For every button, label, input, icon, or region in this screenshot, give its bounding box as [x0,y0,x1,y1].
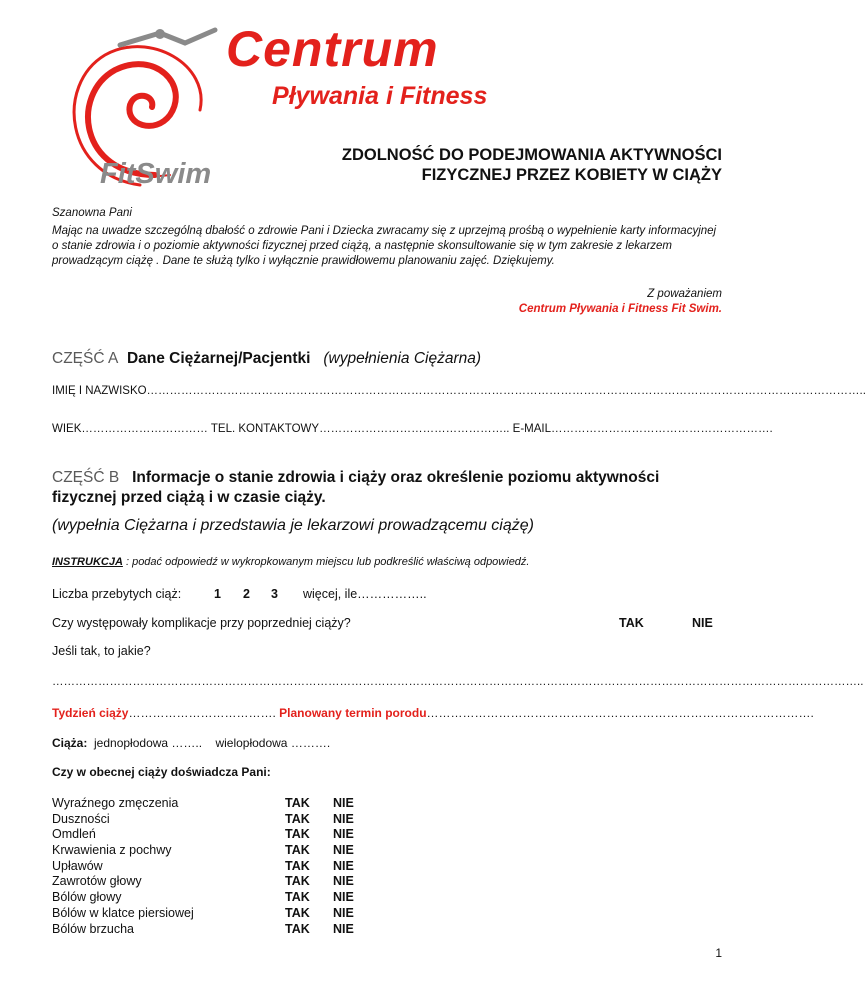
regards-org: Centrum Pływania i Fitness Fit Swim. [518,303,722,315]
symptom-yes[interactable]: TAK [285,811,310,826]
symptoms-list [52,796,373,937]
pregnancies-option-1[interactable]: 1 [214,587,221,601]
part-a-note: (wypełnienia Ciężarna) [323,350,482,367]
pregnancy-type-label: Ciąża: [52,736,88,750]
symptom-row [52,922,373,938]
part-a-label: CZĘŚĆ A [52,350,119,367]
complications-details-field[interactable]: ………………………………………………………………………………………………………………………………………………………………………………………….. [52,676,864,688]
symptom-no[interactable]: NIE [333,811,354,826]
symptom-yes[interactable]: TAK [285,796,310,810]
symptom-row [52,843,373,859]
brand-title: Centrum [226,21,439,77]
week-label: Tydzień ciąży [52,706,129,720]
part-b-note: (wypełnia Ciężarna i przedstawia je lekarzowi prowadzącemu ciążę) [52,517,534,534]
symptom-yes[interactable]: TAK [285,905,310,920]
symptom-label: Krwawienia z pochwy [52,843,172,858]
symptom-row [52,827,373,843]
symptom-label: Omdleń [52,827,96,842]
pregnancies-option-3[interactable]: 3 [271,587,278,601]
week-due-row [52,706,814,720]
age-phone-email-field[interactable]: WIEK…………………………… TEL. KONTAKTOWY………………………………………….. E-MAIL…………………………………………………. [52,423,773,435]
symptom-no[interactable]: NIE [333,921,354,936]
symptom-row [52,812,373,828]
complications-no[interactable]: NIE [692,616,713,630]
instruction-text: : podać odpowiedź w wykropkowanym miejscu lub podkreślić właściwą odpowiedź. [122,556,530,568]
intro-paragraph: Mając na uwadze szczególną dbałość o zdrowie Pani i Dziecka zwracamy się z uprzejmą prośbą o wypełnienie karty informacyjnej o stanie zdrowia i o poziomie aktywności fizycznej przed ciążą, a następnie skonsultowanie się w tym zakresie z lekarzem prowadzącym ciążę . Dane te służą tylko i wyłącznie prawidłowemu planowaniu zajęć. Dziękujemy. [52,225,717,267]
part-b-heading [52,468,722,508]
symptom-row [52,874,373,890]
symptom-row [52,906,373,922]
part-a-heading [52,349,481,369]
part-b-label: CZĘŚĆ B [52,469,120,486]
brand-subtitle: Pływania i Fitness [272,82,488,110]
instruction-label: INSTRUKCJA [52,556,123,568]
symptom-yes[interactable]: TAK [285,843,310,858]
symptom-row [52,890,373,906]
pregnancy-multiple[interactable]: wielopłodowa ………. [215,736,331,750]
week-field[interactable]: ………………………………. [128,706,276,720]
symptom-no[interactable]: NIE [333,796,354,810]
symptom-yes[interactable]: TAK [285,858,310,873]
symptom-no[interactable]: NIE [333,843,354,858]
regards-block [519,287,722,317]
symptom-yes[interactable]: TAK [285,890,310,905]
due-date-field[interactable]: ……………………………………………………………………………………. [426,706,814,720]
symptom-no[interactable]: NIE [333,874,354,889]
symptom-no[interactable]: NIE [333,890,354,905]
if-yes-label: Jeśli tak, to jakie? [52,644,151,658]
complications-label: Czy występowały komplikacje przy poprzedniej ciąży? [52,616,351,630]
current-pregnancy-label: Czy w obecnej ciąży doświadcza Pani: [52,765,271,779]
greeting: Szanowna Pani [52,207,132,219]
symptom-label: Upławów [52,858,103,873]
symptom-yes[interactable]: TAK [285,827,310,842]
page-number: 1 [715,946,722,960]
symptom-yes[interactable]: TAK [285,874,310,889]
symptom-label: Zawrotów głowy [52,874,142,889]
title-line-2: FIZYCZNEJ PRZEZ KOBIETY W CIĄŻY [421,166,722,184]
symptom-label: Duszności [52,811,110,826]
due-date-label: Planowany termin porodu [279,706,427,720]
complications-yes[interactable]: TAK [619,616,644,630]
instruction [52,555,529,569]
symptom-no[interactable]: NIE [333,858,354,873]
symptom-label: Wyraźnego zmęczenia [52,796,179,810]
document-title [342,145,722,185]
name-field[interactable]: IMIĘ I NAZWISKO…………………………………………………………………………………………………………………………………………………………………….. [52,385,866,397]
part-a-title: Dane Ciężarnej/Pacjentki [126,350,311,367]
pregnancy-single[interactable]: jednopłodowa …….. [94,736,203,750]
symptom-no[interactable]: NIE [333,827,354,842]
symptom-label: Bólów w klatce piersiowej [52,905,194,920]
symptom-no[interactable]: NIE [333,905,354,920]
pregnancies-option-2[interactable]: 2 [243,587,250,601]
symptom-row [52,859,373,875]
pregnancy-type-row [52,735,330,751]
brand-fitswim: FitSwim [100,158,212,190]
symptom-row [52,796,373,812]
part-b-title: Informacje o stanie zdrowia i ciąży oraz określenie poziomu aktywności fizycznej przed ciążą i w czasie ciąży. [52,469,660,506]
regards-text: Z poważaniem [647,288,722,300]
symptom-label: Bólów głowy [52,890,122,905]
symptom-yes[interactable]: TAK [285,921,310,936]
pregnancies-option-more[interactable]: więcej, ile…………….. [303,587,427,601]
title-line-1: ZDOLNOŚĆ DO PODEJMOWANIA AKTYWNOŚCI [341,146,722,164]
symptom-label: Bólów brzucha [52,921,134,936]
pregnancies-label: Liczba przebytych ciąż: [52,587,182,601]
